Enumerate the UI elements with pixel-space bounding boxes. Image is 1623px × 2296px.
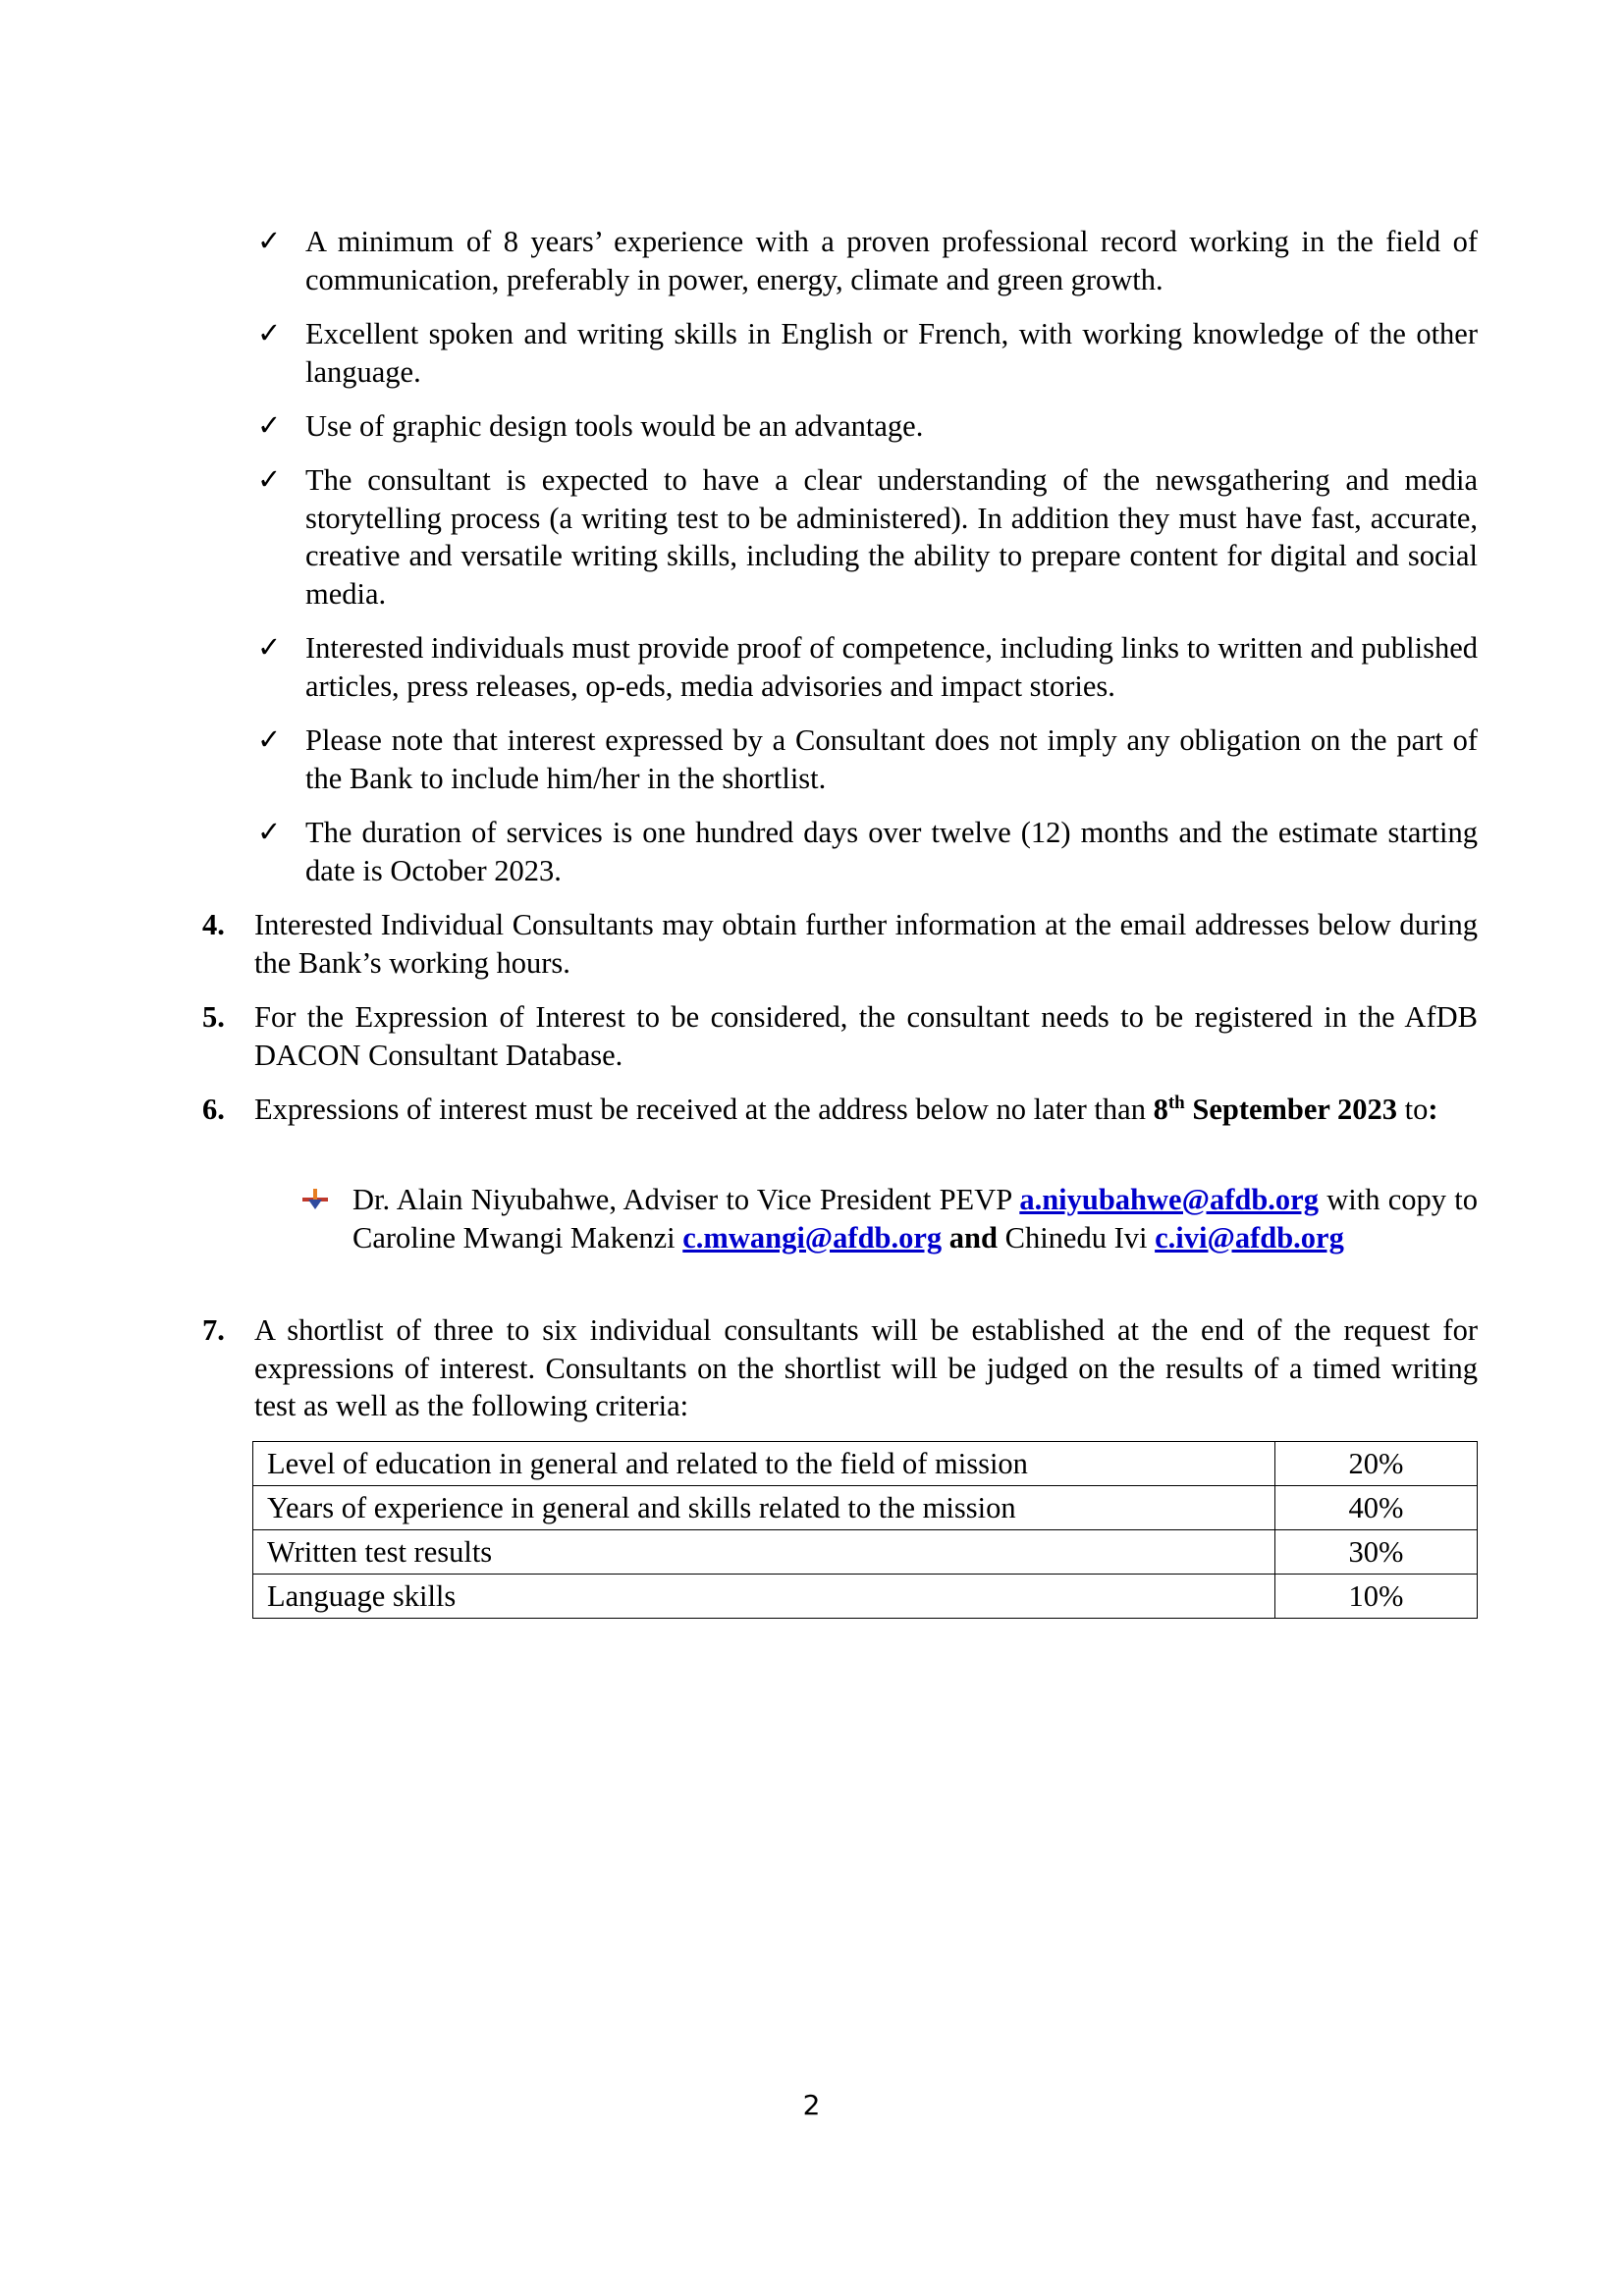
- deadline-month: September 2023: [1184, 1093, 1398, 1126]
- criterion-weight: 20%: [1275, 1442, 1478, 1486]
- check-icon: ✓: [257, 226, 282, 257]
- item-number: 7.: [202, 1313, 225, 1347]
- table-row: [253, 1530, 1478, 1575]
- criterion-weight: 40%: [1275, 1486, 1478, 1530]
- criterion-weight: 30%: [1275, 1530, 1478, 1575]
- checklist-item: The consultant is expected to have a clear understanding of the newsgathering and media storytelling process (a writing test to be administered). In addition they must have fast, accurate, creative and versatile writing skills, including the ability to prepare content for digital and social media.: [305, 463, 1478, 611]
- check-icon: ✓: [257, 817, 282, 848]
- email-link-ivi[interactable]: c.ivi@afdb.org: [1155, 1220, 1344, 1255]
- deadline-text: Expressions of interest must be received at the address below no later than: [254, 1093, 1154, 1126]
- checklist-item: Use of graphic design tools would be an advantage.: [305, 409, 924, 443]
- criterion-label: Level of education in general and related to the field of mission: [253, 1442, 1275, 1486]
- deadline-colon: :: [1428, 1093, 1438, 1126]
- check-icon: ✓: [257, 724, 282, 756]
- check-icon: ✓: [257, 464, 282, 496]
- table-row: [253, 1575, 1478, 1619]
- item-number: 5.: [202, 1000, 225, 1034]
- address-copy: with copy to Caroline Mwangi Makenzi: [352, 1183, 1478, 1255]
- check-icon: ✓: [257, 410, 282, 442]
- item-text: A shortlist of three to six individual consultants will be established at the end of the request for expressions of interest. Consultants on the shortlist will be judged on the results of a timed writing test as well as the following criteria:: [254, 1313, 1478, 1422]
- checklist-item: Interested individuals must provide proof of competence, including links to written and published articles, press releases, op-eds, media advisories and impact stories.: [305, 631, 1478, 703]
- deadline-paragraph: [254, 1091, 1478, 1129]
- page-number: 2: [802, 2089, 821, 2121]
- criterion-weight: 10%: [1275, 1575, 1478, 1619]
- checklist-item: Please note that interest expressed by a Consultant does not imply any obligation on the part of the Bank to include him/her in the shortlist.: [305, 723, 1478, 795]
- arrow-bullet-icon: [302, 1189, 328, 1210]
- table-row: [253, 1442, 1478, 1486]
- criterion-label: Language skills: [253, 1575, 1275, 1619]
- deadline-to: to: [1397, 1093, 1429, 1126]
- address-contact-ivi: Chinedu Ivi: [997, 1220, 1156, 1255]
- checklist-item: A minimum of 8 years’ experience with a proven professional record working in the field of communication, preferably in power, energy, climate and green growth.: [305, 225, 1478, 296]
- table-row: [253, 1486, 1478, 1530]
- email-link-niyubahwe[interactable]: a.niyubahwe@afdb.org: [1019, 1183, 1319, 1216]
- check-icon: ✓: [257, 318, 282, 349]
- item-number: 4.: [202, 908, 225, 941]
- item-text: Interested Individual Consultants may obtain further information at the email addresses below during the Bank’s working hours.: [254, 908, 1478, 980]
- deadline-day: 8: [1153, 1093, 1168, 1126]
- criterion-label: Written test results: [253, 1530, 1275, 1575]
- item-number: 6.: [202, 1093, 225, 1126]
- address-contact: Dr. Alain Niyubahwe, Adviser to Vice President PEVP: [352, 1183, 1020, 1216]
- email-link-mwangi[interactable]: c.mwangi@afdb.org: [682, 1220, 943, 1255]
- checklist-item: The duration of services is one hundred days over twelve (12) months and the estimate starting date is October 2023.: [305, 816, 1478, 887]
- criterion-label: Years of experience in general and skills related to the mission: [253, 1486, 1275, 1530]
- address-paragraph: [352, 1181, 1478, 1256]
- check-icon: ✓: [257, 632, 282, 664]
- checklist-item: Excellent spoken and writing skills in English or French, with working knowledge of the other language.: [305, 317, 1478, 389]
- deadline-day-suffix: th: [1167, 1092, 1185, 1113]
- address-and: and: [942, 1220, 998, 1255]
- criteria-table: [252, 1441, 1478, 1619]
- item-text: For the Expression of Interest to be considered, the consultant needs to be registered in the AfDB DACON Consultant Database.: [254, 1000, 1478, 1072]
